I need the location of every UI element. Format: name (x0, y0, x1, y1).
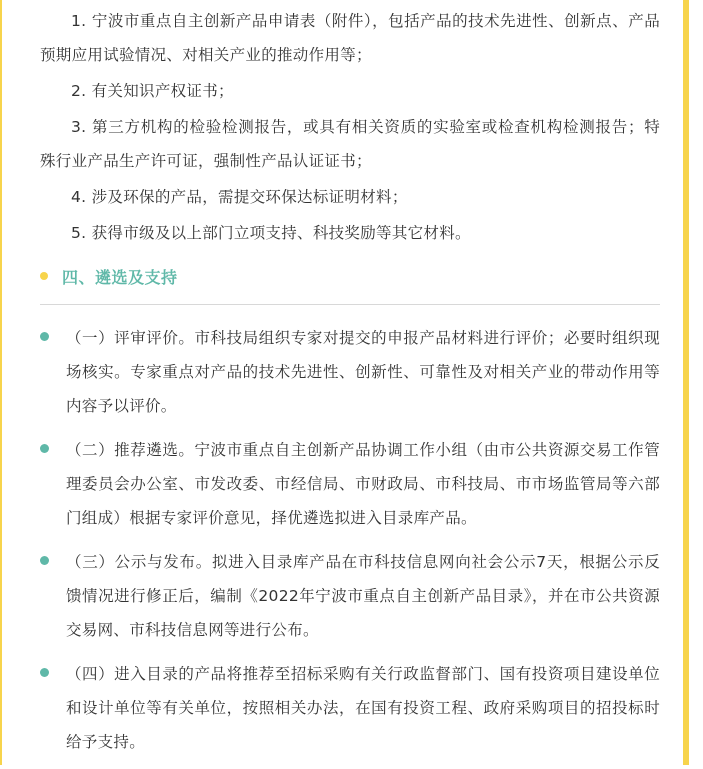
numbered-item-3: 3. 第三方机构的检验检测报告，或具有相关资质的实验室或检查机构检测报告；特殊行业产品生产许可证，强制性产品认证证书； (40, 118, 660, 170)
bullet-dot-icon (40, 556, 49, 565)
numbered-item-5: 5. 获得市级及以上部门立项支持、科技奖励等其它材料。 (71, 224, 471, 242)
bullet-item-4 (40, 657, 660, 759)
bullet-dot-icon (40, 668, 49, 677)
section-heading-text: 四、遴选及支持 (62, 267, 178, 287)
bullet-item-1 (40, 321, 660, 423)
heading-dot-icon (40, 272, 48, 280)
article-content (40, 4, 660, 769)
divider (40, 304, 660, 305)
bullet-item-3 (40, 545, 660, 647)
section-heading (40, 258, 660, 294)
bullet-item-2 (40, 433, 660, 535)
bullet-dot-icon (40, 444, 49, 453)
bullet-text: （一）评审评价。市科技局组织专家对提交的申报产品材料进行评价；必要时组织现场核实。专家重点对产品的技术先进性、创新性、可靠性及对相关产业的带动作用等内容予以评价。 (66, 329, 660, 415)
numbered-item-2: 2. 有关知识产权证书； (71, 82, 234, 100)
left-border (0, 0, 2, 765)
numbered-item-1: 1. 宁波市重点自主创新产品申请表（附件），包括产品的技术先进性、创新点、产品预期应用试验情况、对相关产业的推动作用等； (40, 12, 660, 64)
bullet-text: （二）推荐遴选。宁波市重点自主创新产品协调工作小组（由市公共资源交易工作管理委员会办公室、市发改委、市经信局、市财政局、市科技局、市市场监管局等六部门组成）根据专家评价意见，择优遴选拟进入目录库产品。 (66, 441, 660, 527)
right-border (683, 0, 689, 765)
bullet-text: （四）进入目录的产品将推荐至招标采购有关行政监督部门、国有投资项目建设单位和设计单位等有关单位，按照相关办法，在国有投资工程、政府采购项目的招投标时给予支持。 (66, 665, 660, 751)
bullet-text: （三）公示与发布。拟进入目录库产品在市科技信息网向社会公示7天，根据公示反馈情况进行修正后，编制《2022年宁波市重点自主创新产品目录》，并在市公共资源交易网、市科技信息网等进行公布。 (66, 553, 660, 639)
numbered-item-4: 4. 涉及环保的产品，需提交环保达标证明材料； (71, 188, 408, 206)
bullet-dot-icon (40, 332, 49, 341)
